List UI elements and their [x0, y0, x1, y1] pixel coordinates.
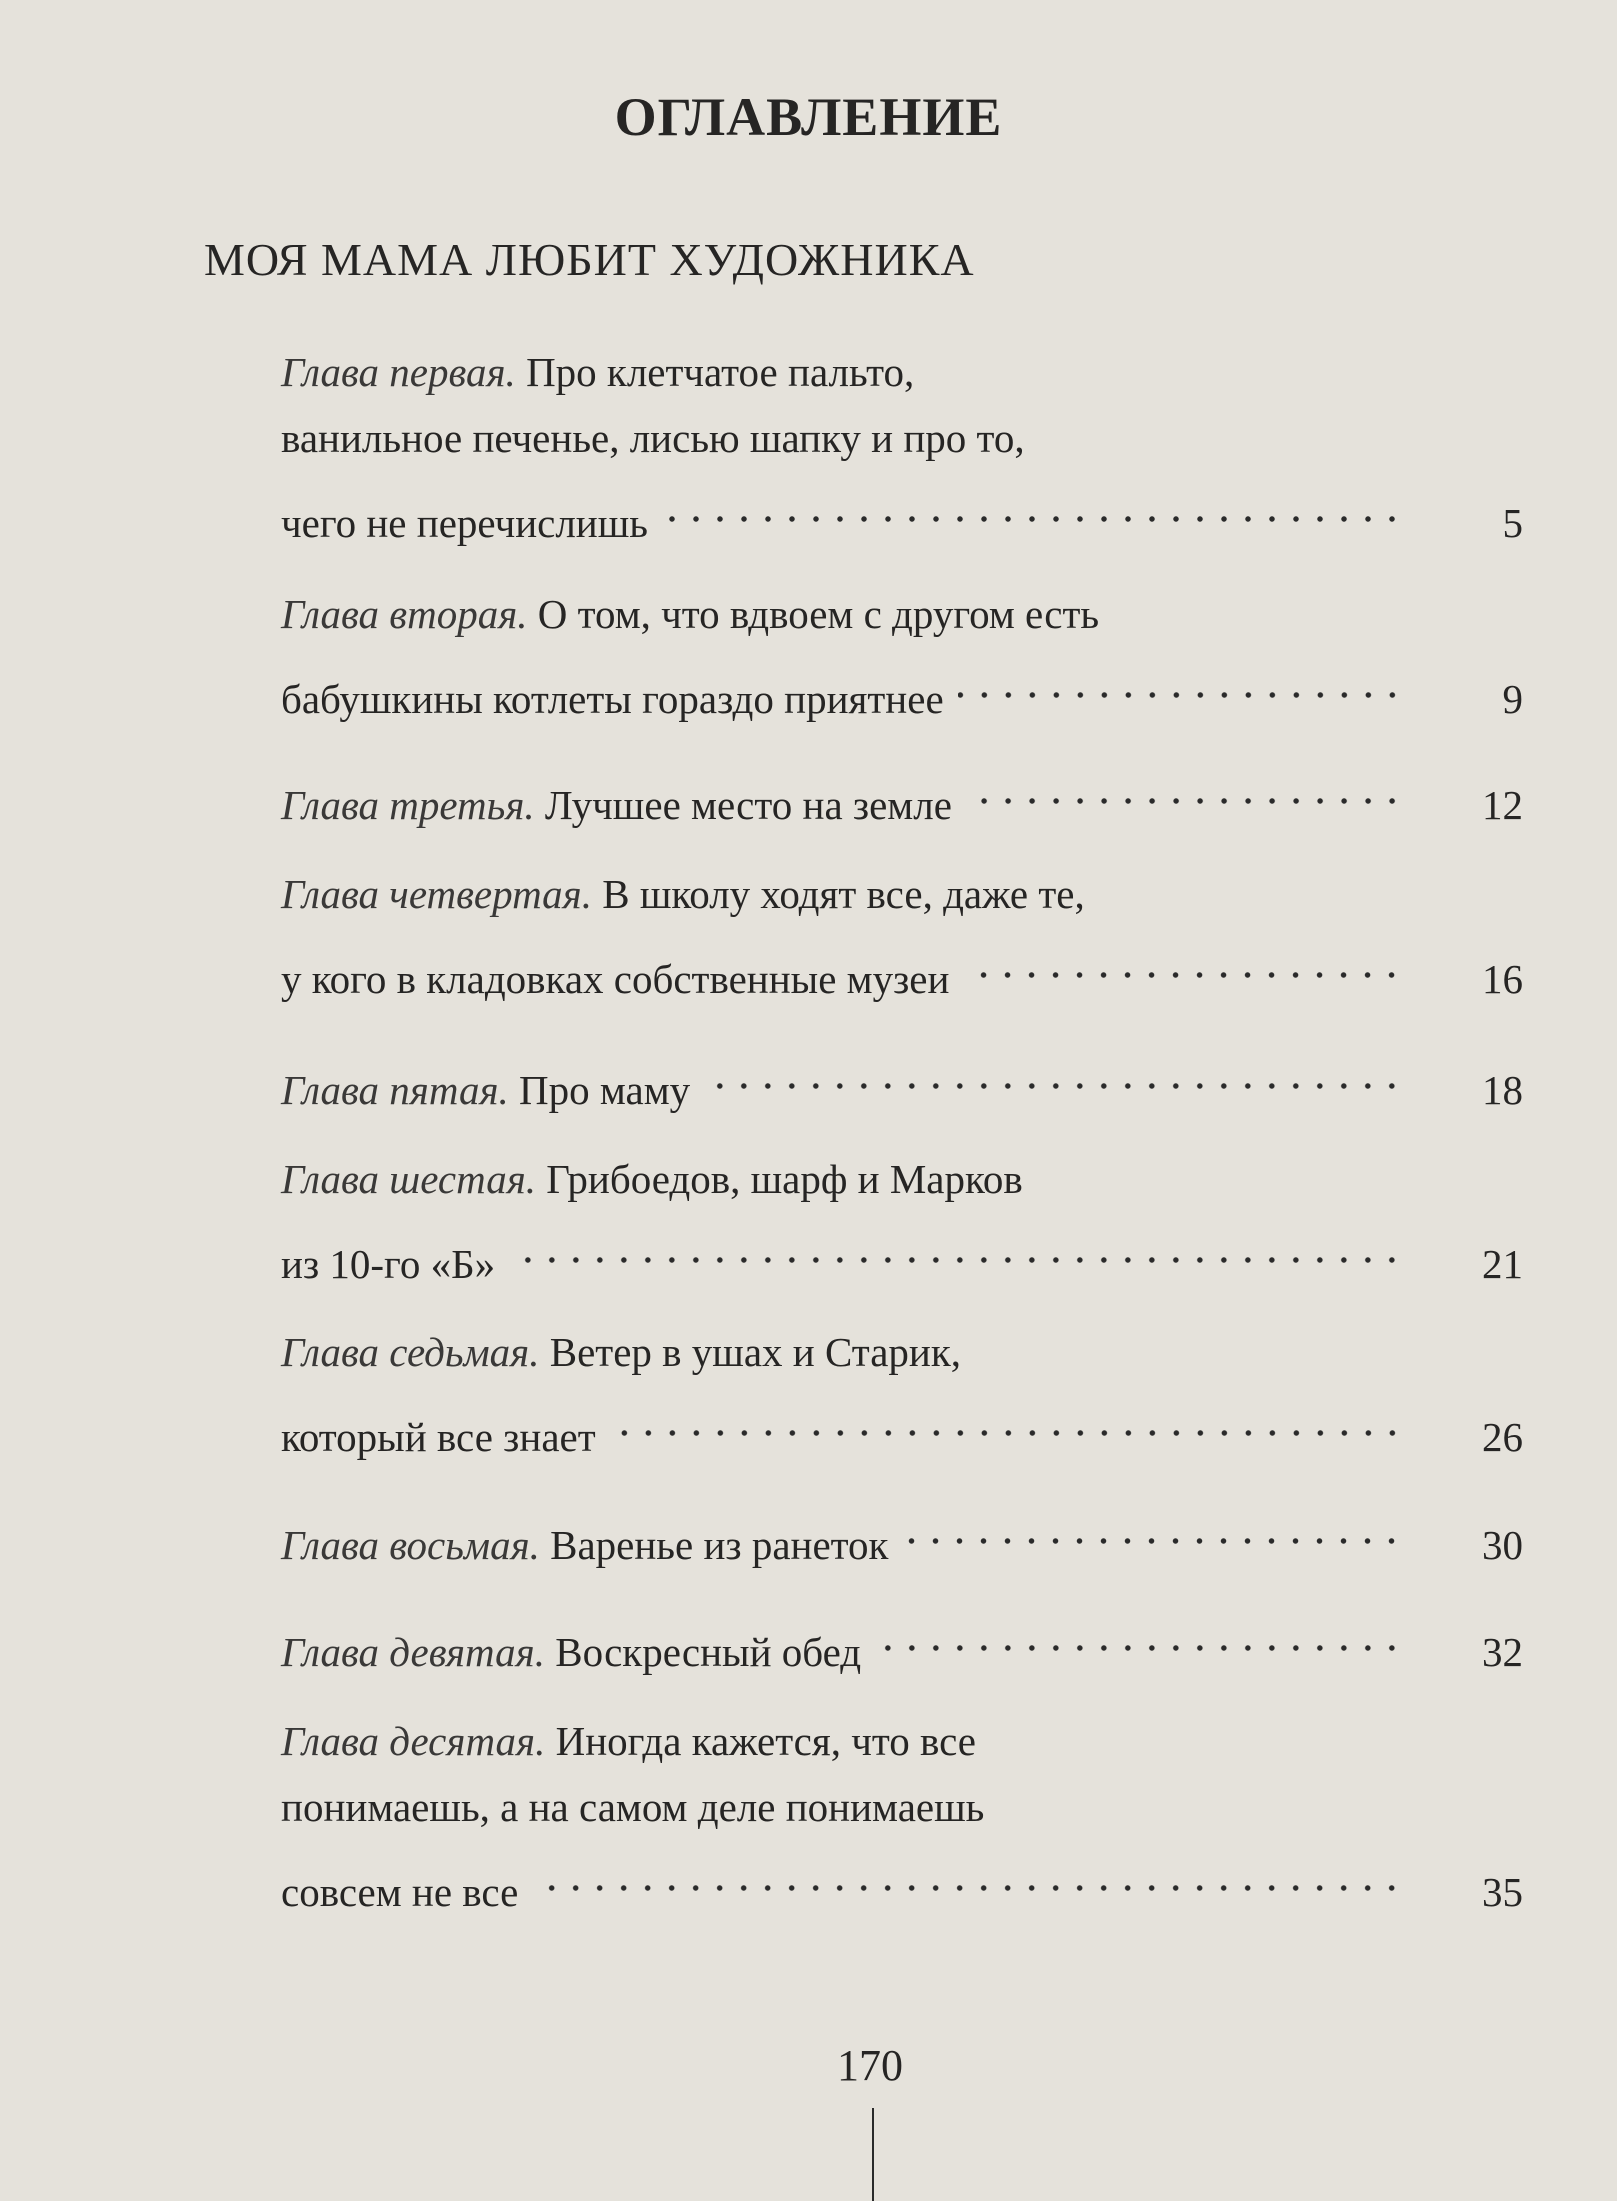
toc-entry [281, 861, 1523, 1002]
chapter-title-line: Лучшее место на земле [544, 782, 952, 828]
dot-leader [532, 1840, 1404, 1906]
toc-entry-line: Глава девятая. Воскресный обед 32 [281, 1600, 1523, 1666]
toc-entry [281, 1038, 1523, 1113]
toc-entry-line: у кого в кладовках собственные музеи 16 [281, 927, 1523, 993]
toc-entry-line [281, 581, 1523, 647]
chapter-title-line: ванильное печенье, лисью шапку и про то, [281, 415, 1025, 461]
toc-entry-line: из 10-го «Б» 21 [281, 1212, 1523, 1278]
dot-leader [875, 1600, 1404, 1666]
chapter-label: Глава четвертая. [281, 871, 592, 917]
chapter-title-line: Про маму [519, 1067, 691, 1113]
toc-entry-line: Глава пятая. Про маму 18 [281, 1038, 1523, 1104]
chapter-label: Глава десятая. [281, 1718, 546, 1764]
toc-entry-line [281, 1146, 1523, 1212]
chapter-title-line: совсем не все [281, 1869, 519, 1915]
chapter-title-line: у кого в кладовках собственные музеи [281, 956, 950, 1002]
toc-entry [281, 1600, 1523, 1675]
dot-leader [662, 471, 1404, 537]
chapter-label: Глава третья. [281, 782, 535, 828]
dot-leader [963, 927, 1404, 993]
toc-entry-line: который все знает 26 [281, 1385, 1523, 1451]
toc-entry [281, 581, 1523, 722]
chapter-title-line: Варенье из ранеток [550, 1522, 889, 1568]
toc-entry-line [281, 1319, 1523, 1385]
toc-entry-line [281, 339, 1523, 405]
dot-leader [966, 753, 1404, 819]
page-edge-rule [872, 2108, 874, 2201]
chapter-title-line: бабушкины котлеты гораздо приятнее [281, 676, 944, 722]
chapter-label: Глава вторая. [281, 591, 528, 637]
toc-entry-line: Глава восьмая. Варенье из ранеток 30 [281, 1493, 1523, 1559]
toc-entry-line [281, 1774, 1523, 1840]
chapter-title-line: Иногда кажется, что все [555, 1718, 976, 1764]
chapter-title-line: чего не перечислишь [281, 500, 648, 546]
chapter-label: Глава восьмая. [281, 1522, 540, 1568]
toc-entry-line: чего не перечислишь 5 [281, 471, 1523, 537]
chapter-label: Глава седьмая. [281, 1329, 540, 1375]
dot-leader [902, 1493, 1404, 1559]
toc-entry-line [281, 405, 1523, 471]
chapter-title-line: понимаешь, а на самом деле понимаешь [281, 1784, 985, 1830]
section-heading: МОЯ МАМА ЛЮБИТ ХУДОЖНИКА [204, 234, 975, 285]
chapter-title-line: Воскресный обед [555, 1629, 862, 1675]
toc-entry [281, 1708, 1523, 1915]
toc-entry-line: Глава третья. Лучшее место на земле 12 [281, 753, 1523, 819]
toc-entry [281, 339, 1523, 546]
chapter-title-line: из 10-го «Б» [281, 1241, 496, 1287]
toc-entry [281, 753, 1523, 828]
chapter-label: Глава первая. [281, 349, 516, 395]
dot-leader [509, 1212, 1404, 1278]
chapter-title-line: Грибоедов, шарф и Марков [546, 1156, 1023, 1202]
chapter-title-line: В школу ходят все, даже те, [602, 871, 1085, 917]
dot-leader [958, 647, 1404, 713]
chapter-title-line: Про клетчатое пальто, [526, 349, 915, 395]
chapter-title-line: О том, что вдвоем с другом есть [537, 591, 1100, 637]
toc-entry-line [281, 861, 1523, 927]
toc-entry-line: совсем не все 35 [281, 1840, 1523, 1906]
page-number: 170 [837, 2041, 903, 2090]
dot-leader [704, 1038, 1404, 1104]
chapter-label: Глава девятая. [281, 1629, 545, 1675]
toc-entry [281, 1319, 1523, 1460]
dot-leader [610, 1385, 1404, 1451]
chapter-label: Глава шестая. [281, 1156, 537, 1202]
chapter-label: Глава пятая. [281, 1067, 509, 1113]
toc-entry [281, 1146, 1523, 1287]
chapter-title-line: который все знает [281, 1414, 596, 1460]
toc-entry-line: бабушкины котлеты гораздо приятнее 9 [281, 647, 1523, 713]
toc-title: ОГЛАВЛЕНИЕ [614, 87, 1003, 147]
toc-entry [281, 1493, 1523, 1568]
toc-entry-line [281, 1708, 1523, 1774]
chapter-title-line: Ветер в ушах и Старик, [549, 1329, 962, 1375]
